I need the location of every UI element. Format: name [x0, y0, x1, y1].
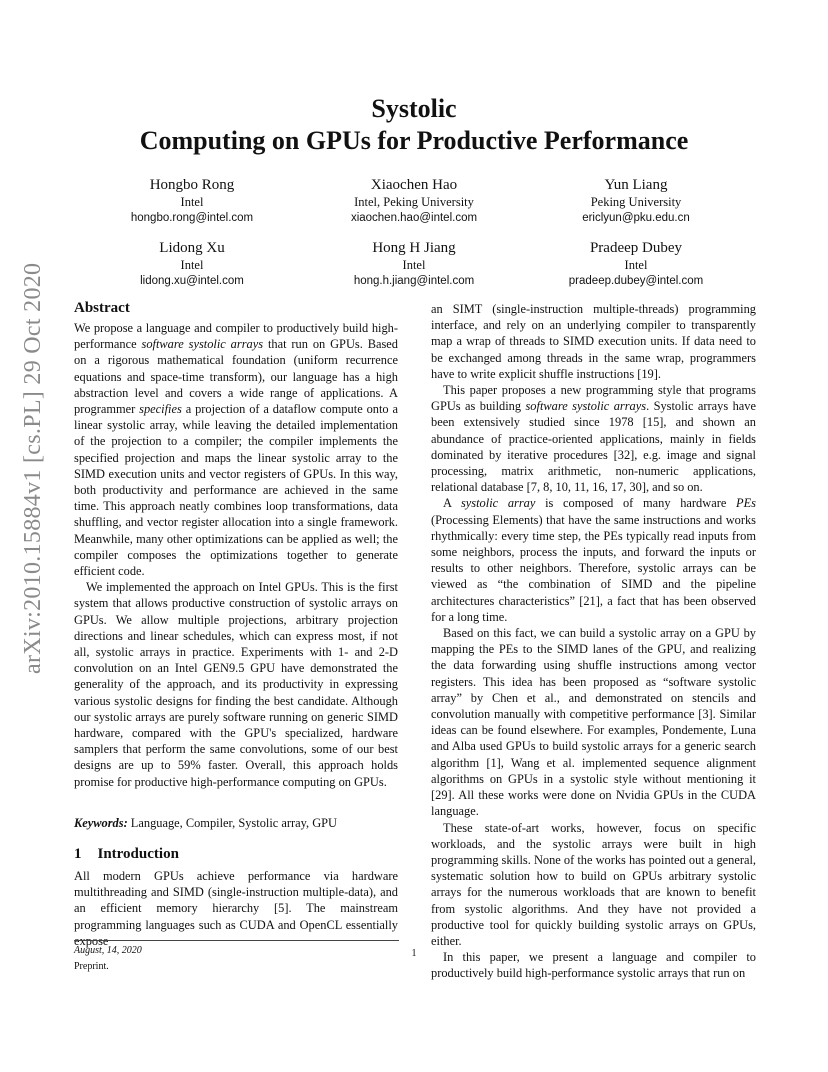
abstract-heading: Abstract: [74, 300, 130, 316]
author-block-6: [516, 239, 756, 289]
page-number: 1: [411, 948, 417, 959]
footnote-date: August, 14, 2020: [74, 945, 142, 956]
arxiv-identifier-stamp: arXiv:2010.15884v1 [cs.PL] 29 Oct 2020: [20, 262, 46, 674]
abstract-body: [74, 320, 398, 790]
author-block-4: [72, 239, 312, 289]
author-email[interactable]: lidong.xu@intel.com: [140, 275, 244, 287]
author-block-3: [516, 176, 756, 226]
right-paragraph-4: Based on this fact, we can build a systolic array on a GPU by mapping the PEs to the SIMD lanes of the GPU, and realizing the data forwarding using shuffle instructions among vector registers. This idea has been proposed as “software systolic array” by Chen et al., and demonstrated on stencils and convolution manually with competitive performance [3]. Similar ideas can be found elsewhere. For examples, Pondemente, Luna and Alba used GPUs to build systolic arrays for a generic search algorithm [1], Wang et al. implemented sequence alignment algorithms on GPUs in a systolic style without mentioning it [29]. All these works were done on Nvidia GPUs in the CUDA language.: [431, 626, 756, 819]
paper-title-line2: Computing on GPUs for Productive Performance: [139, 126, 689, 155]
author-email[interactable]: pradeep.dubey@intel.com: [568, 275, 704, 287]
section-heading-introduction: 1 Introduction: [74, 846, 179, 862]
author-name: Lidong Xu: [159, 240, 225, 256]
author-email[interactable]: xiaochen.hao@intel.com: [350, 212, 478, 224]
author-block-2: [294, 176, 534, 226]
author-affiliation: Intel: [180, 195, 204, 209]
footnote-divider: [74, 940, 399, 941]
author-name: Pradeep Dubey: [589, 240, 683, 256]
author-name: Hong H Jiang: [372, 240, 456, 256]
author-affiliation: Peking University: [590, 195, 682, 209]
right-paragraph-6: In this paper, we present a language and compiler to productively build high-performance systolic arrays that run on: [431, 950, 756, 981]
introduction-left-text: All modern GPUs achieve performance via hardware multithreading and SIMD (single-instruction multiple-data), and an efficient memory hierarchy [5]. The mainstream programming languages such as CUDA and OpenCL essentially expose: [74, 869, 398, 948]
author-name: Xiaochen Hao: [370, 177, 458, 193]
author-block-1: [72, 176, 312, 226]
right-column-body: [431, 301, 756, 982]
abstract-paragraph-2: We implemented the approach on Intel GPUs. This is the first system that allows productive construction of systolic arrays on GPUs. We allow multiple projections, arbitrary projection directions and linear schedules, which can express most, if not all, systolic arrays in practice. Experiments with 1- and 2-D convolution on an Intel GEN9.5 GPU have demonstrated the generality of the approach, and its productivity in expressing various systolic designs for finding the best candidate. Although our systolic arrays are purely software running on generic SIMD hardware, compared with the GPU's specialized, hardware samplers that perform the same convolutions, some of our best designs are up to 59% faster. Overall, this approach holds promise for productive high-performance computing on GPUs.: [74, 580, 398, 789]
right-paragraph-2: This paper proposes a new programming style that programs GPUs as building software systolic arrays. Systolic arrays have been extensively studied since 1978 [15], and shown an abundance of practice-oriented applications, mainly in fields dominated by iterative procedures [32], e.g. image and signal processing, matrix arithmetic, non-numeric applications, relational database [7, 8, 10, 11, 16, 17, 30], and so on.: [431, 383, 756, 495]
footnote-preprint: Preprint.: [74, 961, 109, 972]
paper-title-line1: Systolic: [371, 94, 457, 123]
author-email[interactable]: hong.h.jiang@intel.com: [353, 275, 475, 287]
author-email[interactable]: hongbo.rong@intel.com: [130, 212, 254, 224]
keywords-line: Keywords: Language, Compiler, Systolic array, GPU: [74, 816, 337, 830]
right-paragraph-5: These state-of-art works, however, focus on specific workloads, and the systolic arrays were built in high programming skills. None of the works has pointed out a general, systematic solution how to build on GPUs arbitrary systolic arrays for the numerous workloads that are known to benefit from systolic algorithms. And they have not provided a productive tool for quickly building systolic arrays on GPUs, either.: [431, 820, 756, 948]
author-email[interactable]: ericlyun@pku.edu.cn: [582, 212, 690, 224]
author-name: Yun Liang: [604, 177, 668, 193]
author-name: Hongbo Rong: [149, 177, 235, 193]
author-affiliation: Intel: [624, 258, 648, 272]
right-paragraph-3: A systolic array is composed of many hardware PEs (Processing Elements) that have the same instructions and works rhythmically: every time step, the PEs typically read inputs from some neighbors, process the inputs, and forward the inputs or results to other neighbors. Therefore, systolic arrays can be viewed as “the combination of SIMD and the pipeline architectures characteristics” [21], a fact that has been observed for a long time.: [431, 496, 756, 624]
abstract-paragraph-1: We propose a language and compiler to productively build high-performance software systolic arrays that run on GPUs. Based on a rigorous mathematical foundation (uniform recurrence equations and space-time transform), our language has a high abstraction level and covers a wide range of applications. A programmer specifies a projection of a dataflow compute onto a linear systolic array, while leaving the detailed implementation of the projection to a compiler; the compiler implements the specified projection and maps the linear systolic array to the SIMD execution units and vector registers of GPUs. In this way, both productivity and performance are achieved in the same time. This approach neatly combines loop transformations, data shuffling, and vector register allocation into a single framework. Meanwhile, many other optimizations can be applied as well; the compiler composes the optimizations together to generate efficient code.: [74, 321, 398, 579]
right-paragraph-1: an SIMT (single-instruction multiple-threads) programming interface, and rely on an underlying compiler to transparently map a wrap of threads to SIMD execution units. If data need to be exchanged among threads in the same wrap, programmers have to write explicit shuffle instructions [19].: [431, 302, 756, 381]
author-affiliation: Intel: [402, 258, 426, 272]
author-block-5: [294, 239, 534, 289]
author-affiliation: Intel, Peking University: [354, 195, 474, 209]
author-affiliation: Intel: [180, 258, 204, 272]
